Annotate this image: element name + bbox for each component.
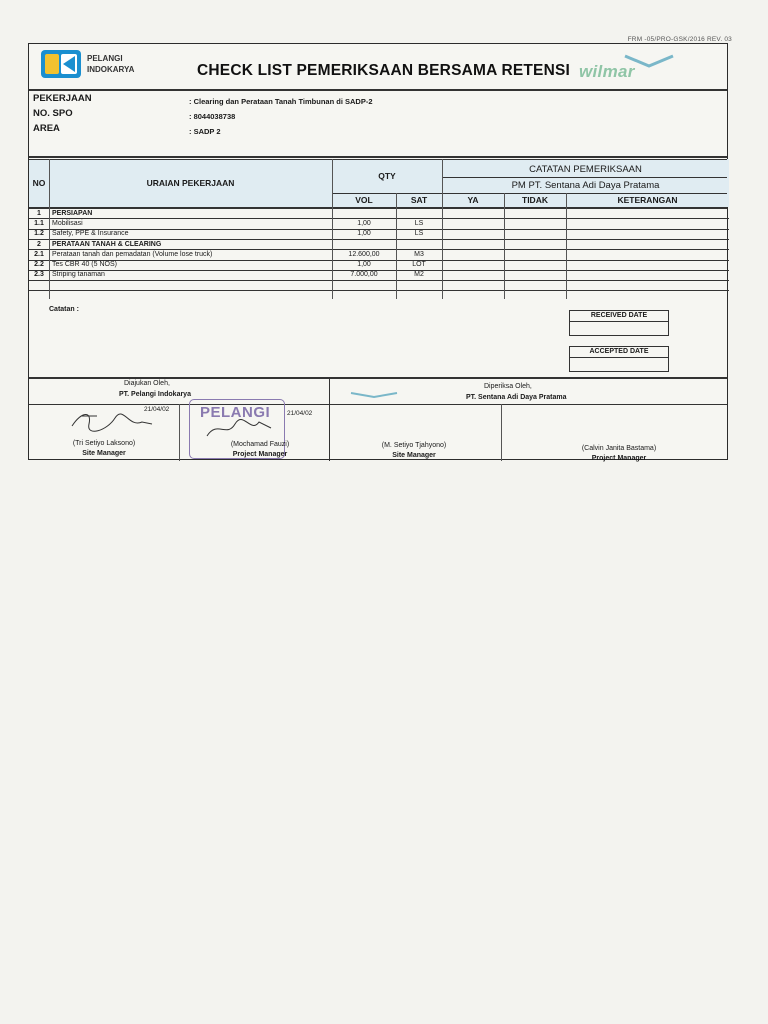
accepted-date-box[interactable] [569,346,669,372]
row-line [29,280,729,281]
row-description: Perataan tanah dan pemadatan (Volume lose truck) [52,250,213,258]
accepted-date-label: ACCEPTED DATE [570,347,668,358]
pekerjaan-label: PEKERJAAN [33,93,92,104]
table-top-line [29,159,727,160]
row-vol: 7.000,00 [350,271,378,279]
table-bottom-line [29,290,729,291]
catatan-line [442,177,727,178]
pelangi-logo-icon [41,50,81,78]
checklist-sheet [28,43,728,460]
row-sat: LOT [412,261,426,269]
diajukan-label: Diajukan Oleh, [124,380,170,387]
diperiksa-label: Diperiksa Oleh, [484,383,532,390]
received-date-label: RECEIVED DATE [570,311,668,322]
col-divider-uraian [332,159,333,299]
signature-tri-icon [67,406,157,436]
signature-date-2: 21/04/02 [287,410,313,417]
row-vol: 1,00 [357,230,371,238]
spo-value: : 8044038738 [189,112,236,121]
row-description: Tes CBR 40 (5 NOS) [52,261,117,269]
spo-label: NO. SPO [33,108,73,119]
header-divider [29,89,727,91]
catatan-label: Catatan : [49,306,79,313]
area-label: AREA [33,123,60,134]
col-no-header: NO [32,178,46,188]
row-no: 2.2 [34,261,44,269]
row-vol: 1,00 [357,219,371,227]
checker-company: PT. Sentana Adi Daya Pratama [466,394,567,401]
col-keterangan-header: KETERANGAN [617,195,678,205]
received-date-box[interactable] [569,310,669,336]
catatan-pemeriksaan-header: CATATAN PEMERIKSAAN [529,164,642,175]
form-code: FRM -05/PRO-GSK/2016 REV. 03 [627,36,732,43]
row-sat: LS [414,230,424,238]
row-vol [332,239,396,249]
row-sat [396,208,442,218]
signature-header-line [29,404,727,405]
info-divider [29,156,727,158]
row-no: 1.1 [34,219,44,227]
row-description: Safety, PPE & Insurance [52,230,129,238]
signature-divider-left [179,404,180,461]
col-divider-no [49,159,50,299]
signature-date-1: 21/04/02 [144,406,170,413]
document-title: CHECK LIST PEMERIKSAAN BERSAMA RETENSI [197,62,571,79]
row-sat [396,239,442,249]
signer-3-name: (M. Setiyo Tjahyono) [381,442,447,449]
row-no: 2.1 [34,250,44,258]
row-description: PERSIAPAN [52,209,93,217]
row-no: 1.2 [34,230,44,238]
row-no: 2.3 [34,271,44,279]
pekerjaan-value: : Clearing dan Perataan Tanah Timbunan di SADP-2 [189,97,373,106]
row-sat: LS [414,219,424,227]
wilmar-logo: wilmar [579,62,635,81]
area-value: : SADP 2 [189,127,221,136]
col-divider-vol [396,193,397,299]
wilmar-chevron-icon [623,54,675,68]
col-vol-header: VOL [355,195,373,205]
col-qty-header: QTY [378,171,396,181]
row-sat: M2 [414,271,424,279]
logo-line-1: PELANGI [87,54,123,63]
signer-3-role: Site Manager [392,452,436,459]
stamp-text: PELANGI [200,404,271,421]
row-no: 1 [37,209,41,217]
submitter-company: PT. Pelangi Indokarya [119,391,191,398]
row-description: Mobilisasi [52,219,83,227]
row-vol [332,208,396,218]
row-sat: M3 [414,250,424,258]
signature-fauzi-icon [199,414,279,444]
pm-company-header: PM PT. Sentana Adi Daya Pratama [511,180,660,191]
row-no: 2 [37,240,41,248]
col-sat-header: SAT [410,195,428,205]
col-ya-header: YA [467,195,479,205]
row-vol: 12.600,00 [348,250,380,258]
col-divider-ya [504,193,505,299]
signer-4-name: (Calvin Janita Bastama) [581,445,657,452]
signer-2-role: Project Manager [232,451,288,458]
signature-divider-right [501,404,502,461]
col-uraian-header: URAIAN PEKERJAAN [146,178,235,188]
wilmar-mark-icon [349,391,399,399]
signer-2-name: (Mochamad Fauzi) [230,441,290,448]
signer-4-role: Project Manager [591,455,647,462]
signature-split [329,377,330,461]
col-divider-sat [442,159,443,299]
logo-line-2: INDOKARYA [87,65,135,74]
subheader-line [332,193,727,194]
col-divider-tidak [566,193,567,299]
col-tidak-header: TIDAK [522,195,548,205]
signer-1-role: Site Manager [82,450,126,457]
company-logo-text [87,53,134,75]
row-vol: 1,00 [357,261,371,269]
signer-1-name: (Tri Setiyo Laksono) [72,440,136,447]
row-description: Striping tanaman [52,271,105,279]
notes-divider [29,377,727,379]
row-description: PERATAAN TANAH & CLEARING [52,240,162,248]
